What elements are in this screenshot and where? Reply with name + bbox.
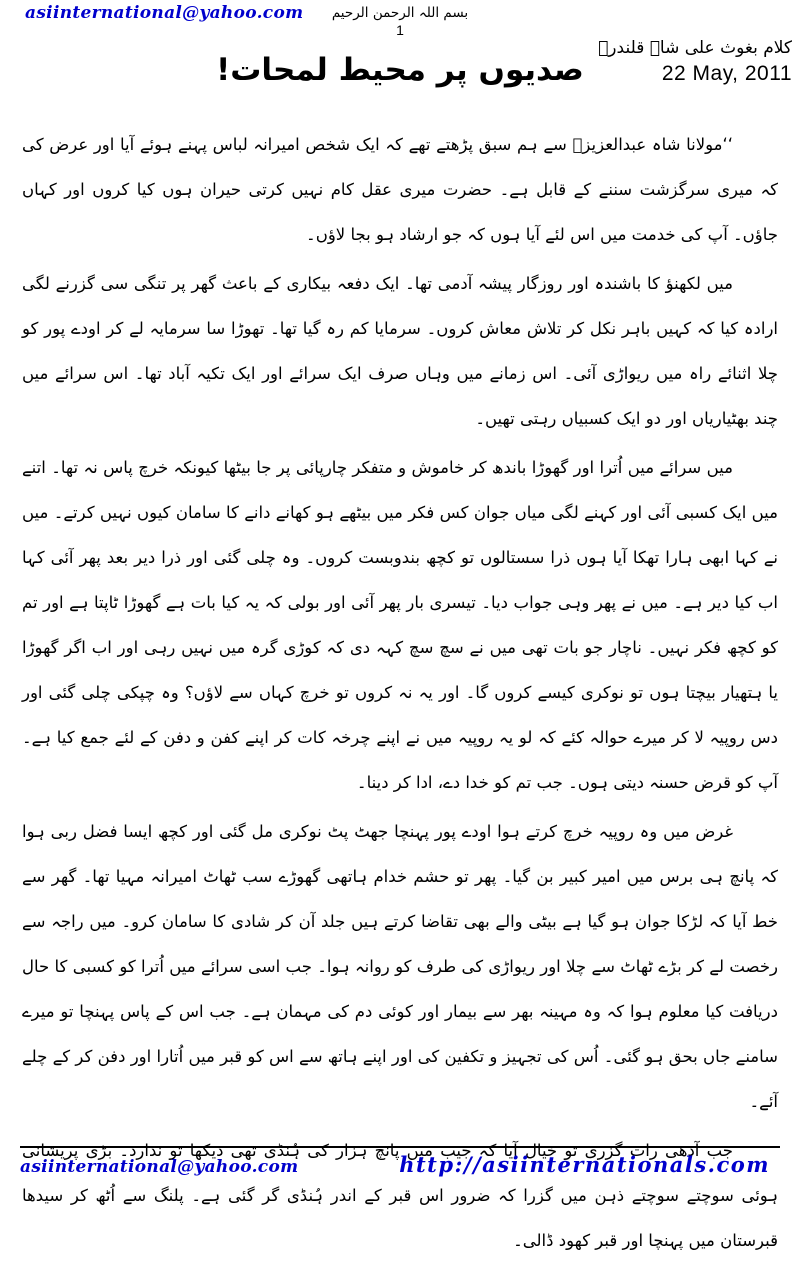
paragraph-3: میں سرائے میں اُترا اور گھوڑا باندھ کر خاموش و متفکر چارپائی پر جا بیٹھا کیونکہ خرچ پاس نہ تھا۔ اتنے میں ایک کسبی آئی اور کہنے لگی میاں جوان کس فکر میں بیٹھے ہو کھانے دانے کا سامان کیوں نہیں کرتے۔ میں نے کہا ابھی ہارا تھکا آیا ہوں ذرا سستالوں تو کچھ بندوبست کروں۔ وہ چلی گئی اور ذرا دیر بعد پھر آئی کہا اب کیا دیر ہے۔ میں نے پھر وہی جواب دیا۔ تیسری بار پھر آئی اور بولی کہ یہ کیا بات ہے گھوڑا ٹاپتا ہے اور تم کو کچھ فکر نہیں۔ ناچار جو بات تھی میں نے سچ سچ کہہ دی کہ کوڑی گرہ میں نہیں رہی اور اب اگر گھوڑا یا ہتھیار بیچتا ہوں تو نوکری کیسے کروں گا۔ اور یہ نہ کروں تو خرچ کہاں سے لاؤں؟ وہ چپکی چلی گئی اور دس روپیہ لا کر میرے حوالہ کئے کہ لو یہ روپیہ میں نے اپنے چرخہ کات کر اپنے کفن و دفن کے لئے جمع کیا ہے۔ آپ کو قرض حسنہ دیتی ہوں۔ جب تم کو خدا دے، ادا کر دینا۔ (22, 458, 778, 792)
paragraph-4: غرض میں وہ روپیہ خرچ کرتے ہوا اودے پور پہنچا جھٹ پٹ نوکری مل گئی اور کچھ ایسا فضل ربی ہوا کہ پانچ ہی برس میں امیر کبیر بن گیا۔ پھر تو حشم خدام ہاتھی گھوڑے سب ٹھاٹ امیرانہ مہیا تھا۔ گھر سے خط آیا کہ لڑکا جوان ہو گیا ہے بیٹی والے بھی تقاضا کرتے ہیں جلد آن کر شادی کا سامان کرو۔ میں راجہ سے رخصت لے کر بڑے ٹھاٹ سے چلا اور ریواڑی کی طرف کو روانہ ہوا۔ جب اسی سرائے میں اُترا کو کسبی کا حال دریافت کیا معلوم ہوا کہ وہ مہینہ بھر سے بیمار اور کوئی دم کی مہمان ہے۔ جب اس کے پاس پہنچا تو میرے سامنے جاں بحق ہو گئی۔ اُس کی تجہیز و تکفین کی اور اپنے ہاتھ سے اس کو قبر میں اُتارا اور دفن کر کے چلے آئے۔ (22, 822, 778, 1111)
kalam-attribution: کلام بغوث علی شاہ قلندرؒ (598, 38, 792, 58)
header-email-link[interactable]: asiinternational@yahoo.com (25, 3, 304, 23)
footer-email-link[interactable]: asiinternational@yahoo.com (20, 1157, 299, 1177)
footer-website-link[interactable]: http://asiinternationals.com (399, 1152, 770, 1177)
footer-divider (20, 1146, 780, 1177)
paragraph-1: ‘‘مولانا شاہ عبدالعزیزؒ سے ہم سبق پڑھتے تھے کہ ایک شخص امیرانہ لباس پہنے ہوئے آیا اور عرض کی کہ میری سرگزشت سننے کے قابل ہے۔ حضرت میری عقل کام نہیں کرتی حیران ہوں کیا کروں اور کہاں جاؤں۔ آپ کی خدمت میں اس لئے آیا ہوں کہ جو ارشاد ہو بجا لاؤں۔ (22, 135, 778, 244)
paragraph-5: جب آدھی رات گزری تو خیال آیا کہ جیب میں پانچ ہزار کی ہُنڈی تھی دیکھا تو ندارد۔ بڑی پریشانی ہوئی سوچتے سوچتے ذہن میں گزرا کہ ضرور اس قبر کے اندر ہُنڈی گر گئی ہے۔ پلنگ سے اُٹھ کر سیدھا قبرستان میں پہنچا اور قبر کھود ڈالی۔ (22, 1141, 778, 1250)
paragraph-2: میں لکھنؤ کا باشندہ اور روزگار پیشہ آدمی تھا۔ ایک دفعہ بیکاری کے باعث گھر پر تنگی سی گزرنے لگی ارادہ کیا کہ کہیں باہر نکل کر تلاش معاش کروں۔ سرمایا کم رہ گیا تھا۔ تھوڑا سا سرمایہ لے کر اودے پور کو چلا اثنائے راہ میں ریواڑی آئی۔ اس زمانے میں وہاں صرف ایک سرائے اور ایک تکیہ آباد تھا۔ اس سرائے میں چند بھٹیاریاں اور دو ایک کسبیاں رہتی تھیں۔ (22, 274, 778, 428)
bismillah-text: بسم اللہ الرحمن الرحیم (331, 5, 469, 21)
document-date: 22 May, 2011 (661, 62, 792, 85)
page-number: 1 (396, 22, 404, 38)
page-title: صدیوں پر محیط لمحات! (216, 52, 584, 88)
